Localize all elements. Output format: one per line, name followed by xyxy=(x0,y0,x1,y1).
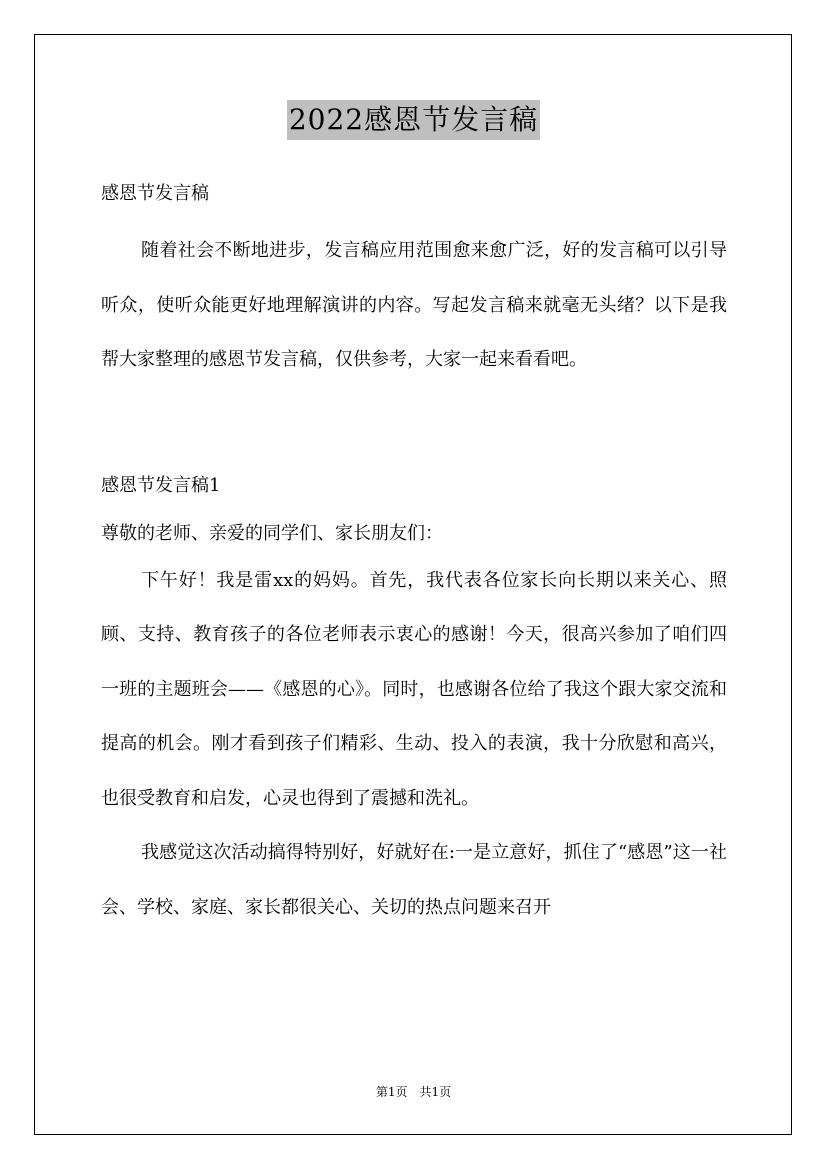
salutation: 尊敬的老师、亲爱的同学们、家长朋友们： xyxy=(101,522,443,544)
subtitle: 感恩节发言稿 xyxy=(101,183,209,204)
paragraph-1: 下午好！我是雷xx的妈妈。首先，我代表各位家长向长期以来关心、照顾、支持、教育孩子的各位老师表示衷心的感谢！今天，很高兴参加了咱们四一班的主题班会——《感恩的心》。同时，也感谢各位给了我这个跟大家交流和提高的机会。刚才看到孩子们精彩、生动、投入的表演，我十分欣慰和高兴，也很受教育和启发，心灵也得到了震撼和洗礼。 xyxy=(101,569,727,809)
document-body xyxy=(101,176,727,935)
intro-paragraph: 随着社会不断地进步，发言稿应用范围愈来愈广泛，好的发言稿可以引导听众，使听众能更好地理解演讲的内容。写起发言稿来就毫无头绪？以下是我帮大家整理的感恩节发言稿，仅供参考，大家一起来看看吧。 xyxy=(101,240,727,370)
title-container xyxy=(0,100,827,140)
section-heading: 感恩节发言稿1 xyxy=(101,474,221,496)
page-number: 第1页 共1页 xyxy=(375,1085,452,1099)
document-title: 2022感恩节发言稿 xyxy=(287,100,540,140)
paragraph-2: 我感觉这次活动搞得特别好，好就好在:一是立意好，抓住了“感恩”这一社会、学校、家庭、家长都很关心、关切的热点问题来召开 xyxy=(101,842,727,918)
